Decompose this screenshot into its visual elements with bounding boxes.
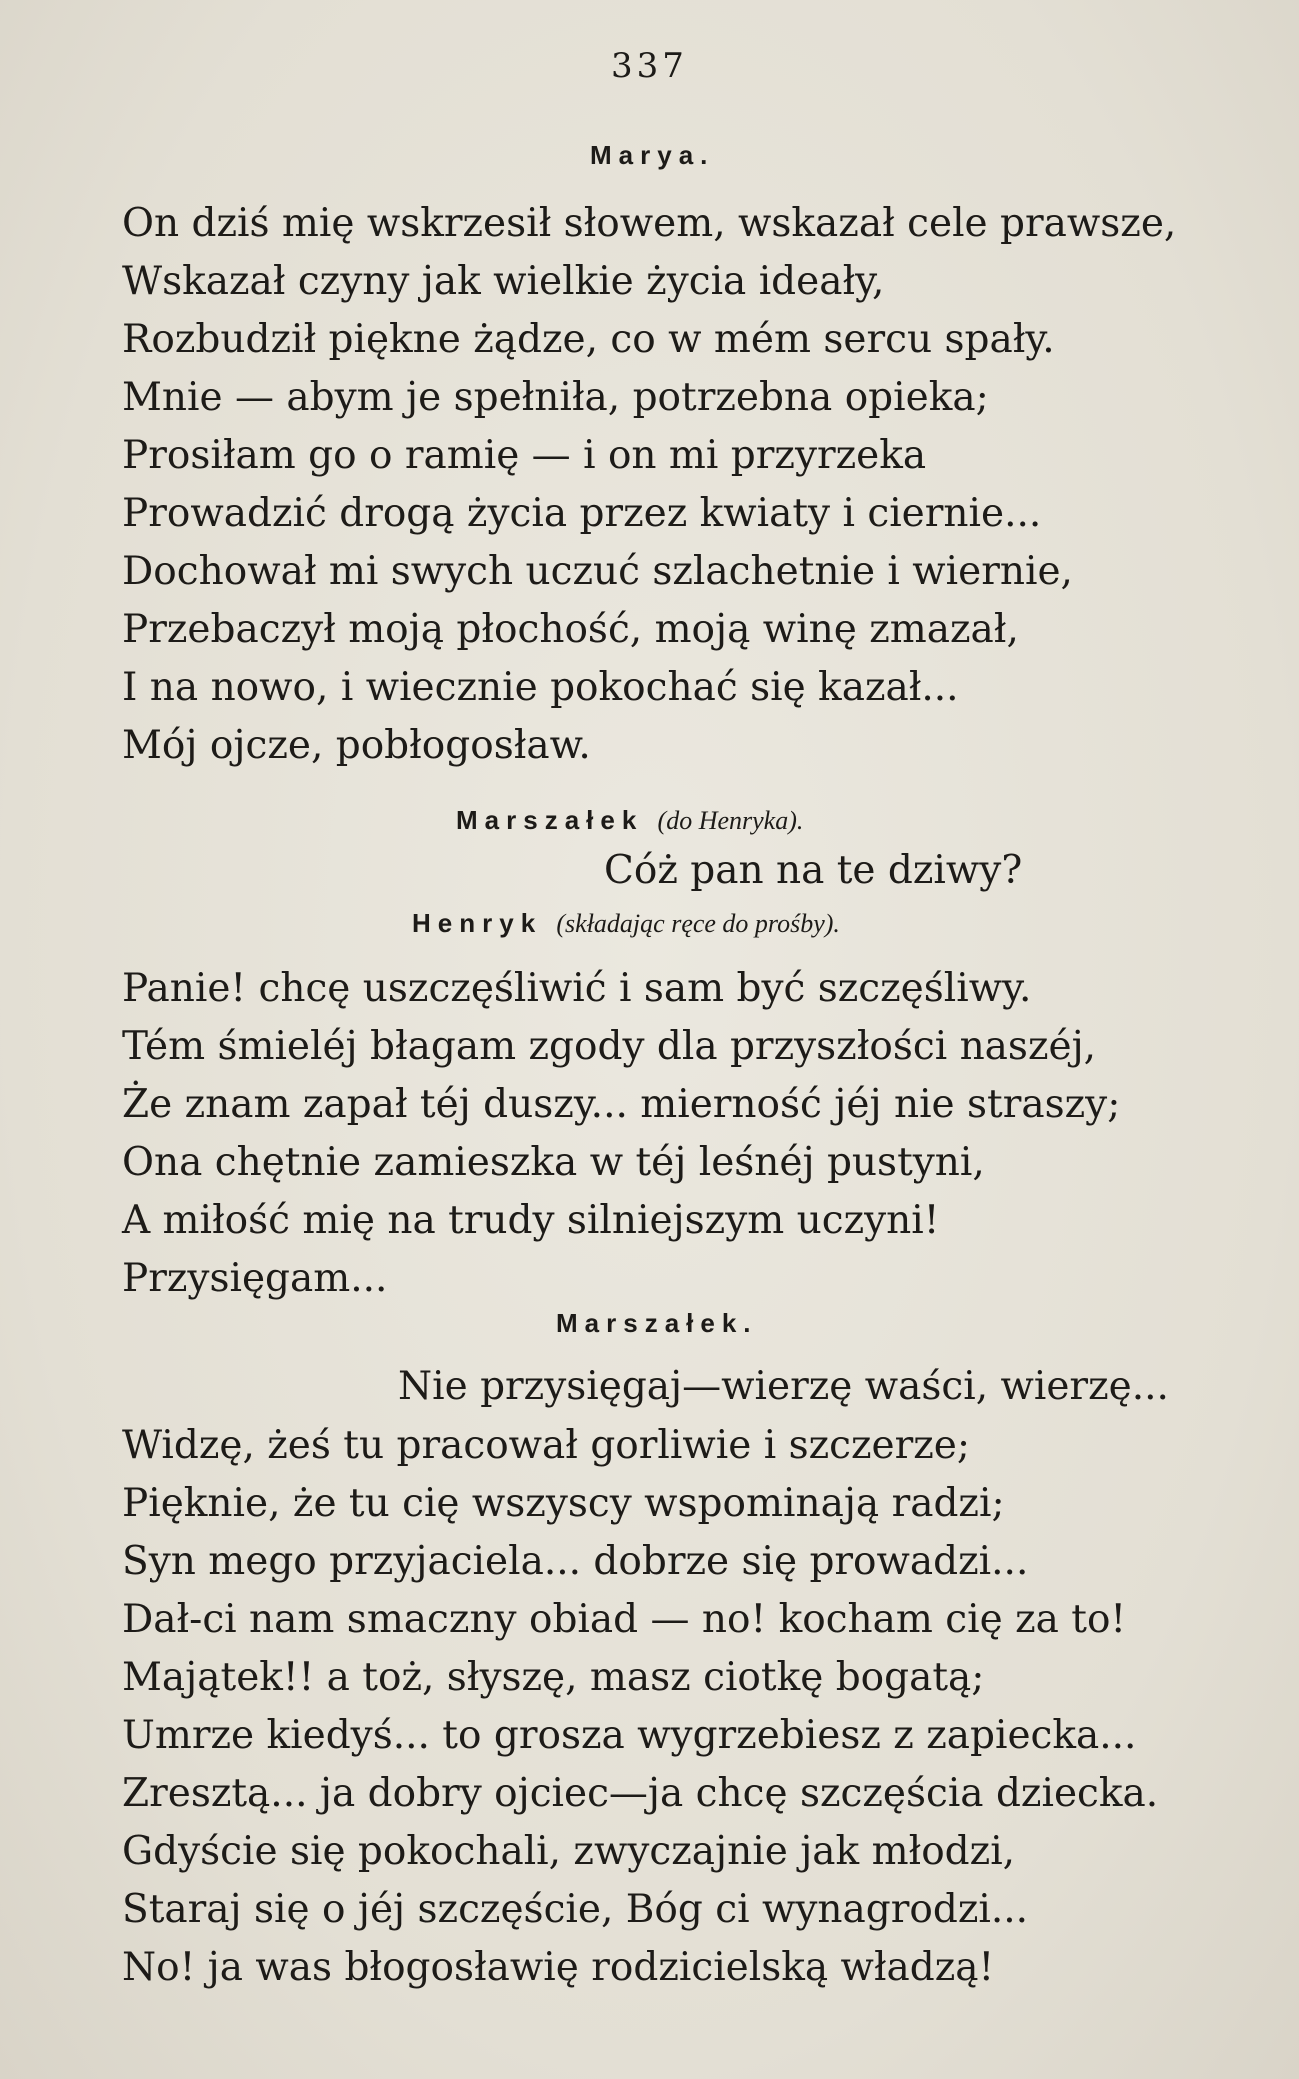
verse-line: Zresztą... ja dobry ojciec—ja chcę szczęścia dziecka. xyxy=(122,1771,1159,1816)
verse-line: Prowadzić drogą życia przez kwiaty i ciernie... xyxy=(122,491,1042,536)
page-number: 337 xyxy=(611,46,688,86)
speaker-name: Marszałek. xyxy=(556,1308,758,1338)
speaker-henryk xyxy=(412,908,840,939)
speaker-marya xyxy=(590,140,714,171)
verse-line: Gdyście się pokochali, zwyczajnie jak młodzi, xyxy=(122,1829,1016,1874)
verse-line: Mnie — abym je spełniła, potrzebna opieka; xyxy=(122,375,989,420)
verse-line: I na nowo, i wiecznie pokochać się kazał... xyxy=(122,665,959,710)
stage-direction: (do Henryka). xyxy=(657,806,804,835)
verse-line: Umrze kiedyś... to grosza wygrzebiesz z zapiecka... xyxy=(122,1713,1137,1758)
verse-line: Pięknie, że tu cię wszyscy wspominają radzi; xyxy=(122,1481,1005,1526)
speaker-marszalek xyxy=(456,805,803,836)
verse-line: No! ja was błogosławię rodzicielską władzą! xyxy=(122,1945,995,1990)
verse-line: Przysięgam... xyxy=(122,1256,388,1301)
verse-line: Dochował mi swych uczuć szlachetnie i wiernie, xyxy=(122,549,1073,594)
speaker-name: Marszałek xyxy=(456,805,644,835)
verse-line: Nie przysięgaj—wierzę waści, wierzę... xyxy=(398,1364,1169,1409)
verse-line: Dał-ci nam smaczny obiad — no! kocham cię za to! xyxy=(122,1597,1127,1642)
verse-henryk xyxy=(122,960,1120,1308)
verse-line: Rozbudził piękne żądze, co w mém sercu spały. xyxy=(122,317,1055,362)
verse-line: Syn mego przyjaciela... dobrze się prowadzi... xyxy=(122,1539,1029,1584)
speaker-name: Marya. xyxy=(590,140,715,170)
verse-line: A miłość mię na trudy silniejszym uczyni! xyxy=(122,1198,940,1243)
verse-line: On dziś mię wskrzesił słowem, wskazał cele prawsze, xyxy=(122,201,1177,246)
verse-marya xyxy=(122,195,1176,775)
verse-line: Wskazał czyny jak wielkie życia ideały, xyxy=(122,259,885,304)
speaker-name: Henryk xyxy=(412,908,543,938)
verse-line: Że znam zapał téj duszy... mierność jéj nie straszy; xyxy=(122,1082,1121,1127)
speaker-marszalek xyxy=(556,1308,758,1339)
verse-line: Widzę, żeś tu pracował gorliwie i szczerze; xyxy=(122,1423,971,1468)
verse-line: Staraj się o jéj szczęście, Bóg ci wynagrodzi... xyxy=(122,1887,1029,1932)
verse-marszalek xyxy=(122,1417,1158,1997)
verse-line: Cóż pan na te dziwy? xyxy=(604,848,1023,893)
verse-line: Mój ojcze, pobłogosław. xyxy=(122,723,591,768)
verse-line: Ona chętnie zamieszka w téj leśnéj pustyni, xyxy=(122,1140,985,1185)
verse-line: Tém śmieléj błagam zgody dla przyszłości naszéj, xyxy=(122,1024,1097,1069)
verse-line: Prosiłam go o ramię — i on mi przyrzeka xyxy=(122,433,927,478)
verse-line: Majątek!! a toż, słyszę, masz ciotkę bogatą; xyxy=(122,1655,985,1700)
verse-line: Panie! chcę uszczęśliwić i sam być szczęśliwy. xyxy=(122,966,1032,1011)
stage-direction: (składając ręce do prośby). xyxy=(556,909,840,938)
verse-line: Przebaczył moją płochość, moją winę zmazał, xyxy=(122,607,1019,652)
